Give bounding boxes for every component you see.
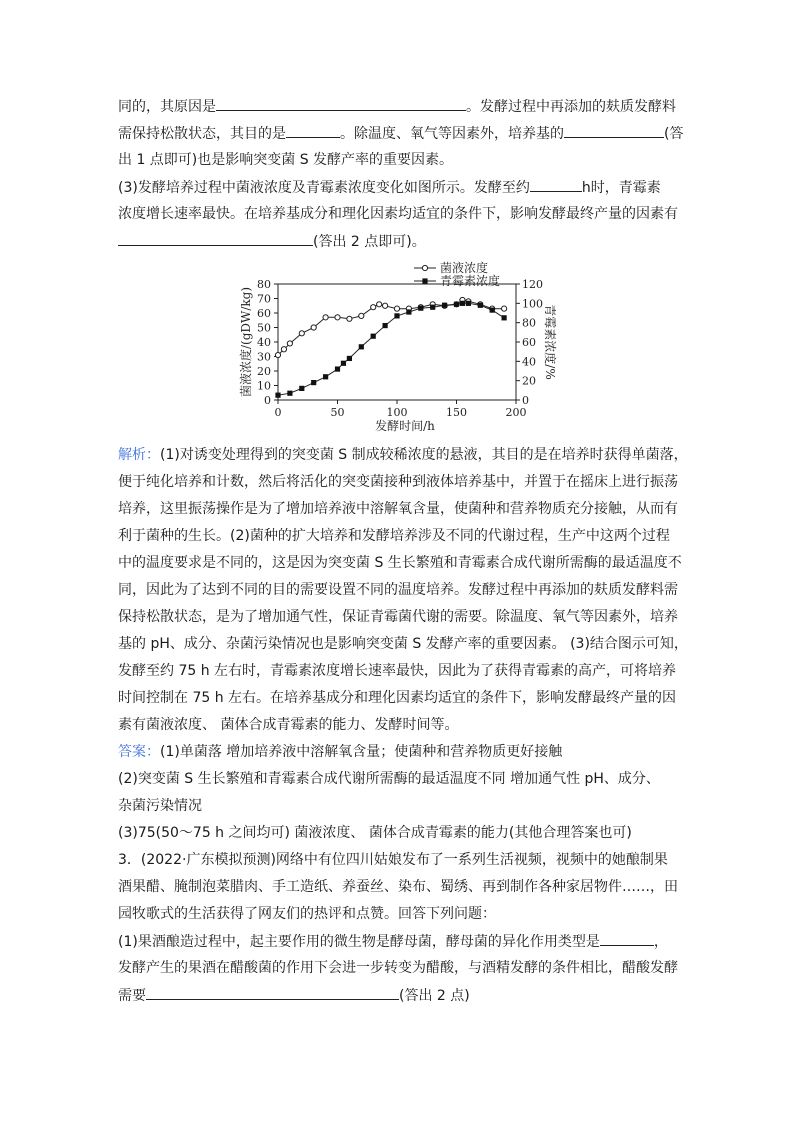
q3-line-3: 园牧歌式的生活获得了网友们的热评和点赞。回答下列问题：: [118, 906, 496, 922]
y-right-tick-label: 20: [522, 374, 536, 388]
q2-line-6: (答出 2 点即可)。: [118, 231, 426, 252]
answer-blank[interactable]: [216, 96, 466, 111]
data-point-circle: [359, 313, 364, 318]
y-right-tick-label: 120: [522, 278, 543, 291]
x-tick-label: 0: [274, 406, 282, 419]
y-right-tick-label: 100: [522, 297, 543, 311]
analysis-line-11: 素有菌液浓度、 菌体合成青霉素的能力、发酵时间等。: [118, 717, 459, 733]
data-point-circle: [347, 316, 352, 321]
analysis-line-6: 同，因此为了达到不同的目的需要设置不同的温度培养。发酵过程中再添加的麸质发酵料需: [118, 582, 678, 598]
y-right-tick-label: 40: [522, 355, 536, 369]
data-point-circle: [287, 341, 292, 346]
y-left-tick-label: 0: [264, 394, 271, 407]
x-tick-label: 50: [330, 406, 345, 419]
analysis-line-10: 时间控制在 75 h 左右。在培养基成分和理化因素均适宜的条件下，影响发酵最终产量的因: [118, 690, 677, 706]
q3-line-2: 酒果醋、腌制泡菜腊肉、手工造纸、养蚕丝、染布、蜀绣、再到制作各种家居物件……，田: [118, 879, 678, 895]
y-left-tick-label: 40: [257, 336, 271, 349]
data-point-square: [341, 361, 346, 366]
y-right-tick-label: 60: [522, 336, 536, 349]
answer-blank[interactable]: [530, 177, 582, 192]
data-point-square: [394, 313, 399, 318]
analysis-label: 解析：: [118, 447, 160, 463]
answer-line-1: 答案：(1)单菌落 增加培养液中溶解氧含量；使菌种和营养物质更好接触: [118, 744, 563, 760]
data-point-square: [311, 380, 316, 385]
answer-line-4: (3)75(50～75 h 之间均可) 菌液浓度、 菌体合成青霉素的能力(其他合理答案也可): [118, 825, 632, 841]
analysis-line-5: 中的温度要求是不同的，这是因为突变菌 S 生长繁殖和青霉素合成代谢所需酶的最适温度不: [118, 555, 682, 571]
q2-line-2: 需保持松散状态，其目的是 。除温度、氧气等因素外，培养基的 (答: [118, 123, 683, 144]
analysis-line-4: 利于菌种的生长。(2)菌种的扩大培养和发酵培养涉及不同的代谢过程，生产中这两个过程: [118, 528, 670, 544]
data-point-square: [275, 393, 280, 398]
y-left-tick-label: 80: [257, 278, 271, 291]
data-point-circle: [502, 306, 507, 311]
data-point-circle: [377, 302, 382, 307]
legend-label: 青霉素浓度: [440, 274, 501, 288]
data-point-square: [418, 306, 423, 311]
q3-line-6: 需要 (答出 2 点): [118, 985, 470, 1006]
answer-blank[interactable]: [118, 231, 313, 246]
data-point-circle: [394, 306, 399, 311]
analysis-line-1: 解析：(1)对诱变处理得到的突变菌 S 制成较稀浓度的悬液，其目的是在培养时获得单菌落，: [118, 447, 688, 463]
answer-blank[interactable]: [600, 931, 654, 946]
q3-line-1: 3．(2022·广东模拟预测)网络中有位四川姑娘发布了一系列生活视频，视频中的她酿制果: [118, 852, 668, 868]
x-tick-label: 200: [505, 406, 527, 419]
y-left-axis-label: 菌液浓度/(gDW/kg): [239, 286, 253, 398]
y-left-tick-label: 60: [257, 307, 271, 320]
answer-label: 答案：: [118, 744, 160, 760]
q2-line-5: 浓度增长速率最快。在培养基成分和理化因素均适宜的条件下，影响发酵最终产量的因素有: [118, 206, 678, 222]
data-point-square: [460, 301, 465, 306]
y-left-tick-label: 20: [257, 365, 271, 378]
data-point-square: [323, 374, 328, 379]
answer-blank[interactable]: [286, 123, 340, 138]
answer-line-2: (2)突变菌 S 生长繁殖和青霉素合成代谢所需酶的最适温度不同 增加通气性 pH、成分、: [118, 771, 660, 787]
q3-line-4: (1)果酒酿造过程中，起主要作用的微生物是酵母菌，酵母菌的异化作用类型是 ，: [118, 931, 668, 952]
analysis-line-9: 发酵至约 75 h 左右时，青霉素浓度增长速率最快，因此为了获得青霉素的高产，可将培养: [118, 663, 677, 679]
data-point-circle: [383, 303, 388, 308]
data-point-square: [347, 356, 352, 361]
x-axis-label: 发酵时间/h: [375, 419, 435, 433]
data-point-square: [406, 309, 411, 314]
data-point-circle: [281, 347, 286, 352]
y-left-tick-label: 50: [257, 321, 271, 335]
data-point-circle: [371, 305, 376, 310]
y-right-tick-label: 80: [522, 316, 536, 330]
data-point-square: [299, 386, 304, 391]
analysis-line-3: 培养，这里振荡操作是为了增加培养液中溶解氧含量，使菌种和营养物质充分接触，从而有: [118, 501, 678, 517]
data-point-square: [454, 302, 459, 307]
data-point-square: [502, 315, 507, 320]
y-left-tick-label: 10: [257, 379, 271, 393]
data-point-square: [335, 366, 340, 371]
answer-line-3: 杂菌污染情况: [118, 798, 202, 814]
data-point-circle: [311, 325, 316, 330]
analysis-line-8: 基的 pH、成分、杂菌污染情况也是影响突变菌 S 发酵产率的重要因素。 (3)结合图示可知，: [118, 636, 688, 652]
analysis-line-2: 便于纯化培养和计数，然后将活化的突变菌接种到液体培养基中，并置于在摇床上进行振荡: [118, 474, 678, 490]
data-point-circle: [323, 315, 328, 320]
q2-line-1: 同的，其原因是 。发酵过程中再添加的麸质发酵料: [118, 96, 676, 117]
q3-line-5: 发酵产生的果酒在醋酸菌的作用下会进一步转变为醋酸，与酒精发酵的条件相比，醋酸发酵: [118, 960, 678, 976]
data-point-square: [478, 303, 483, 308]
answer-blank[interactable]: [146, 985, 399, 1000]
y-left-tick-label: 30: [257, 350, 271, 364]
y-right-axis-label: 青霉素浓度/%: [543, 304, 557, 380]
analysis-line-7: 保持松散状态，是为了增加通气性，保证青霉菌代谢的需要。除温度、氧气等因素外，培养: [118, 609, 678, 625]
legend-marker-square: [422, 278, 427, 283]
data-point-square: [371, 334, 376, 339]
data-point-square: [466, 301, 471, 306]
x-tick-label: 100: [386, 406, 408, 419]
q2-line-3: 出 1 点即可)也是影响突变菌 S 发酵产率的重要因素。: [118, 152, 454, 168]
data-point-circle: [299, 331, 304, 336]
data-point-square: [430, 305, 435, 310]
data-point-square: [490, 308, 495, 313]
data-point-square: [287, 391, 292, 396]
data-point-square: [442, 303, 447, 308]
y-right-tick-label: 0: [522, 394, 529, 407]
data-point-square: [359, 344, 364, 349]
y-left-tick-label: 70: [257, 292, 271, 306]
data-point-circle: [335, 315, 340, 320]
fermentation-chart: [238, 258, 558, 433]
legend-label: 菌液浓度: [440, 261, 489, 275]
q2-line-4: (3)发酵培养过程中菌液浓度及青霉素浓度变化如图所示。发酵至约 h时，青霉素: [118, 177, 661, 198]
x-tick-label: 150: [446, 406, 467, 419]
answer-blank[interactable]: [564, 123, 664, 138]
data-point-square: [383, 323, 388, 328]
data-point-circle: [275, 352, 280, 357]
legend-marker-circle: [422, 265, 427, 270]
